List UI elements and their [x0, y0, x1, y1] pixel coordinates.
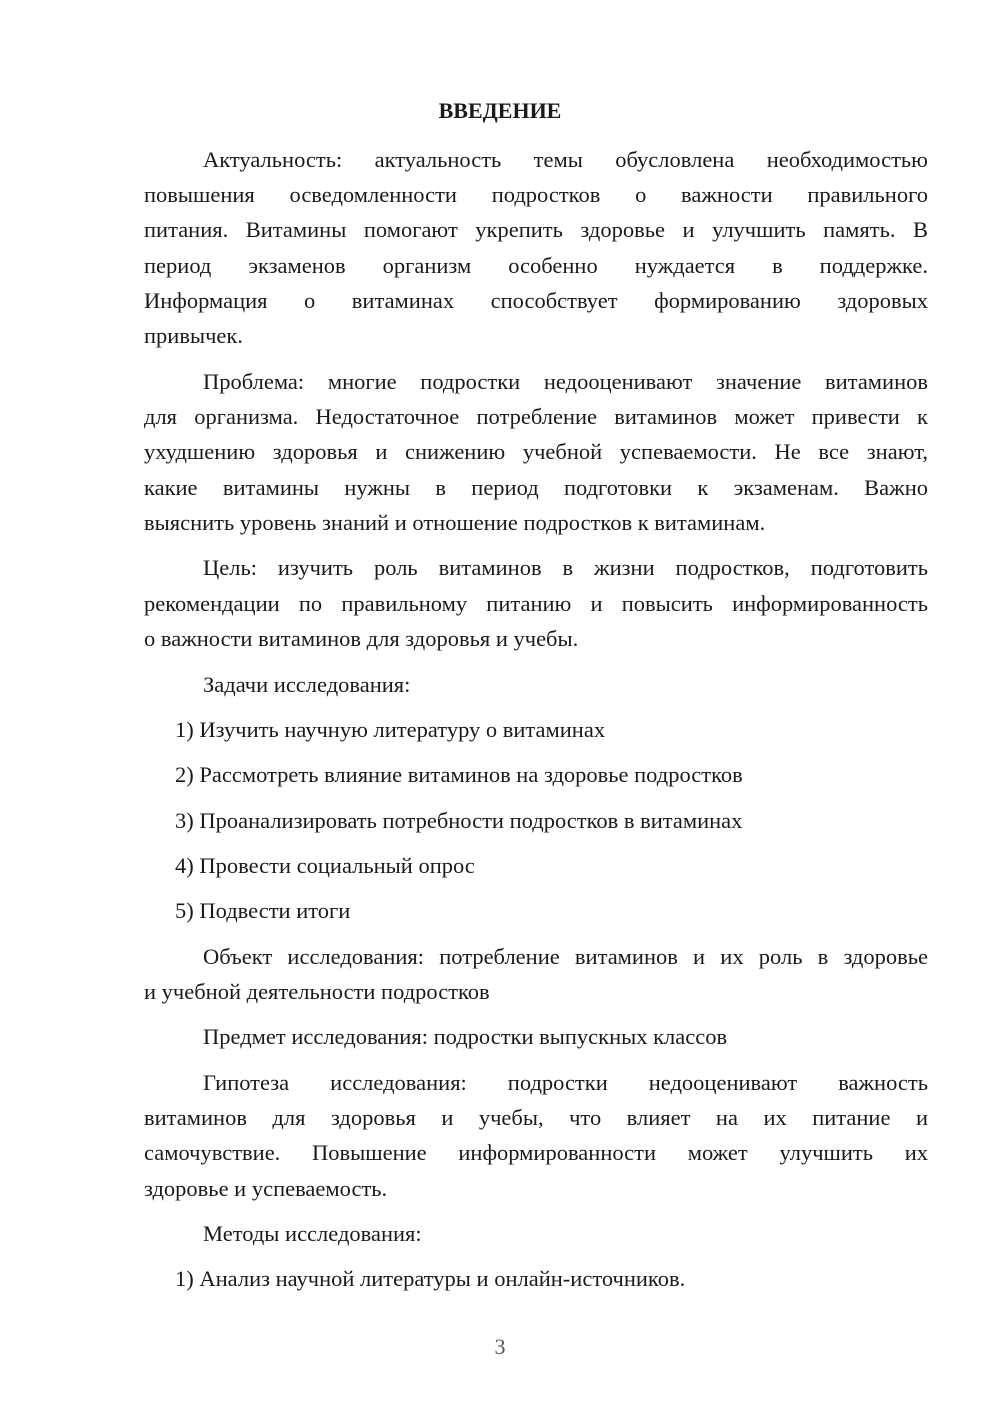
- relevance-line: питания. Витамины помогают укрепить здоровье и улучшить память. В: [144, 217, 928, 242]
- task-item: 5) Подвести итоги: [175, 898, 351, 923]
- goal-line: Цель: изучить роль витаминов в жизни подростков, подготовить: [203, 555, 928, 580]
- relevance-line: привычек.: [144, 323, 243, 348]
- problem-line: Проблема: многие подростки недооценивают значение витаминов: [203, 369, 928, 394]
- hypothesis-line: здоровье и успеваемость.: [144, 1176, 388, 1201]
- problem-line: для организма. Недостаточное потребление витаминов может привести к: [144, 404, 928, 429]
- task-item: 1) Изучить научную литературу о витаминах: [175, 717, 606, 742]
- subject-line: Предмет исследования: подростки выпускных классов: [203, 1024, 728, 1049]
- section-heading: ВВЕДЕНИЕ: [438, 98, 562, 123]
- goal-line: рекомендации по правильному питанию и повысить информированность: [144, 591, 928, 616]
- relevance-line: повышения осведомленности подростков о важности правильного: [144, 182, 928, 207]
- tasks-heading: Задачи исследования:: [203, 672, 411, 697]
- problem-line: какие витамины нужны в период подготовки к экзаменам. Важно: [144, 475, 928, 500]
- relevance-line: Информация о витаминах способствует формированию здоровых: [144, 288, 928, 313]
- task-item: 2) Рассмотреть влияние витаминов на здоровье подростков: [175, 762, 743, 787]
- problem-line: выяснить уровень знаний и отношение подростков к витаминам.: [144, 510, 766, 535]
- hypothesis-line: Гипотеза исследования: подростки недооценивают важность: [203, 1070, 928, 1095]
- task-item: 4) Провести социальный опрос: [175, 853, 475, 878]
- relevance-line: период экзаменов организм особенно нуждается в поддержке.: [144, 253, 928, 278]
- relevance-line: Актуальность: актуальность темы обусловлена необходимостью: [203, 147, 928, 172]
- goal-line: о важности витаминов для здоровья и учебы.: [144, 626, 579, 651]
- hypothesis-line: витаминов для здоровья и учебы, что влияет на их питание и: [144, 1105, 928, 1130]
- methods-heading: Методы исследования:: [203, 1221, 422, 1246]
- hypothesis-line: самочувствие. Повышение информированности может улучшить их: [144, 1140, 928, 1165]
- task-item: 3) Проанализировать потребности подростков в витаминах: [175, 808, 743, 833]
- object-line: и учебной деятельности подростков: [144, 979, 490, 1004]
- problem-line: ухудшению здоровья и снижению учебной успеваемости. Не все знают,: [144, 439, 928, 464]
- object-line: Объект исследования: потребление витаминов и их роль в здоровье: [203, 944, 928, 969]
- method-item: 1) Анализ научной литературы и онлайн-источников.: [175, 1266, 686, 1291]
- page-number: 3: [494, 1334, 506, 1359]
